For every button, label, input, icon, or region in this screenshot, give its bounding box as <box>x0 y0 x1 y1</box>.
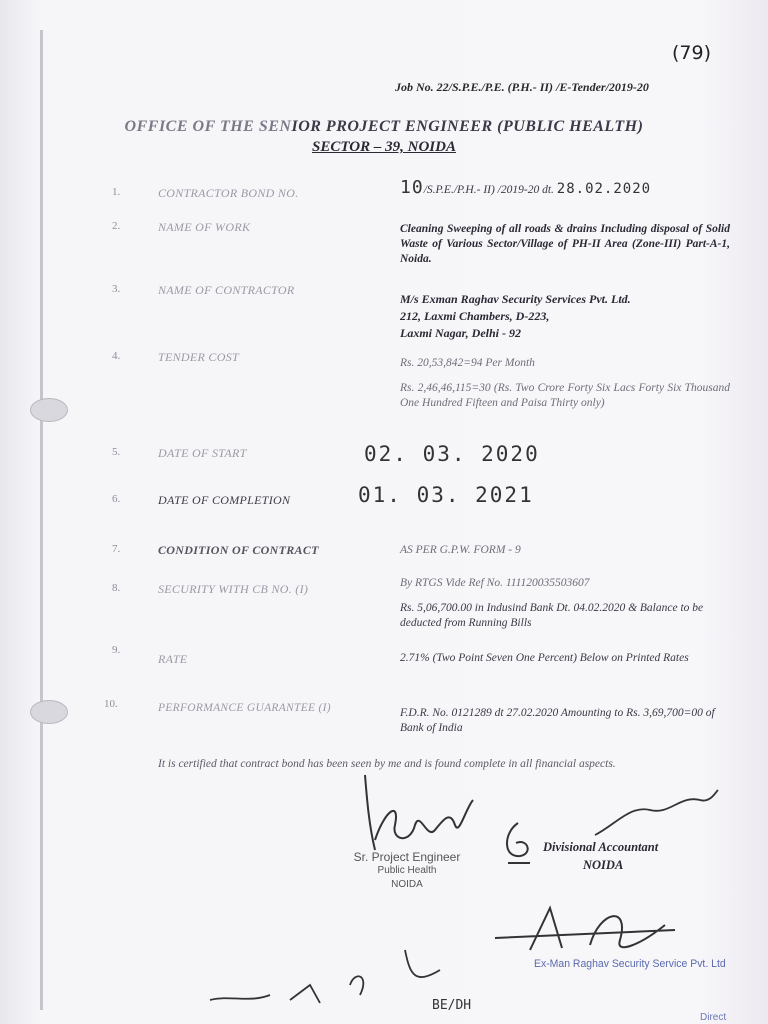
row-number: 7. <box>112 543 121 555</box>
row-number: 9. <box>112 644 121 656</box>
row-number: 3. <box>112 283 121 295</box>
row-value: 2.71% (Two Point Seven One Percent) Below on Printed Rates <box>400 652 689 664</box>
row-number: 1. <box>112 186 121 198</box>
row-label: SECURITY WITH CB NO. (I) <box>158 582 309 596</box>
row-number: 5. <box>112 446 121 458</box>
signature-accountant <box>590 785 720 845</box>
row-value: F.D.R. No. 0121289 dt 27.02.2020 Amounting to Rs. 3,69,700=00 of Bank of India <box>400 707 715 734</box>
signature-engineer <box>355 770 485 860</box>
contractor-stamp: Ex-Man Raghav Security Service Pvt. Ltd <box>534 958 726 970</box>
signature-initial <box>498 818 538 868</box>
row-label: TENDER COST <box>158 350 239 364</box>
page-number: (79) <box>672 42 712 64</box>
row-value: AS PER G.P.W. FORM - 9 <box>400 544 521 556</box>
row-label: PERFORMANCE GUARANTEE (I) <box>158 702 331 714</box>
row-label: DATE OF START <box>158 446 247 460</box>
corner-text: Direct <box>700 1012 727 1023</box>
row-label: CONDITION OF CONTRACT <box>158 543 319 557</box>
row-label: CONTRACTOR BOND NO. <box>158 186 299 200</box>
office-title: OFFICE OF THE SENIOR PROJECT ENGINEER (PUBLIC HEALTH) <box>124 118 644 135</box>
row-number: 2. <box>112 220 121 232</box>
row-number: 10. <box>104 698 118 710</box>
divisional-place: NOIDA <box>583 858 624 872</box>
office-subtitle: SECTOR – 39, NOIDA <box>312 139 456 155</box>
punch-hole <box>30 700 68 724</box>
binder-edge <box>40 30 43 1010</box>
row-label: RATE <box>158 652 188 666</box>
row-value-handwritten: 01. 03. 2021 <box>358 483 534 507</box>
row-label: DATE OF COMPLETION <box>158 493 291 507</box>
row-number: 6. <box>112 493 121 505</box>
row-label: NAME OF CONTRACTOR <box>158 283 295 297</box>
row-number: 4. <box>112 350 121 362</box>
signature-contractor <box>490 900 680 960</box>
row-value: Cleaning Sweeping of all roads & drains Including disposal of Solid Waste of Various Sector/Village of PH-II Area (Zone-III) Part-A-1, Noida. <box>400 223 730 265</box>
row-value-detail: Rs. 5,06,700.00 in Indusind Bank Dt. 04.02.2020 & Balance to be deducted from Running Bills <box>400 602 704 629</box>
signature-footer <box>200 945 460 1015</box>
certification-text: It is certified that contract bond has been seen by me and is found complete in all financial aspects. <box>158 758 616 770</box>
row-number: 8. <box>112 582 121 594</box>
row-label: NAME OF WORK <box>158 220 251 234</box>
divisional-accountant-title: Divisional Accountant <box>543 840 659 854</box>
row-value: 10/S.P.E./P.H.- II) /2019-20 dt. 28.02.2020 <box>400 177 652 198</box>
job-number: Job No. 22/S.P.E./P.E. (P.H.- II) /E-Tender/2019-20 <box>395 80 649 94</box>
punch-hole <box>30 398 68 422</box>
engineer-stamp: Sr. Project Engineer Public Health NOIDA <box>353 850 461 890</box>
footer-mark: BE/DH <box>432 998 472 1013</box>
row-value: Rs. 20,53,842=94 Per Month <box>400 357 535 369</box>
row-value-detail: Rs. 2,46,46,115=30 (Rs. Two Crore Forty Six Lacs Forty Six Thousand One Hundred Fifteen and Paisa Thirty only) <box>400 382 730 409</box>
row-value-handwritten: 02. 03. 2020 <box>364 442 540 466</box>
row-value: M/s Exman Raghav Security Services Pvt. Ltd. 212, Laxmi Chambers, D-223, Laxmi Nagar, Delhi - 92 <box>400 292 631 340</box>
row-value: By RTGS Vide Ref No. 111120035503607 <box>400 577 590 589</box>
